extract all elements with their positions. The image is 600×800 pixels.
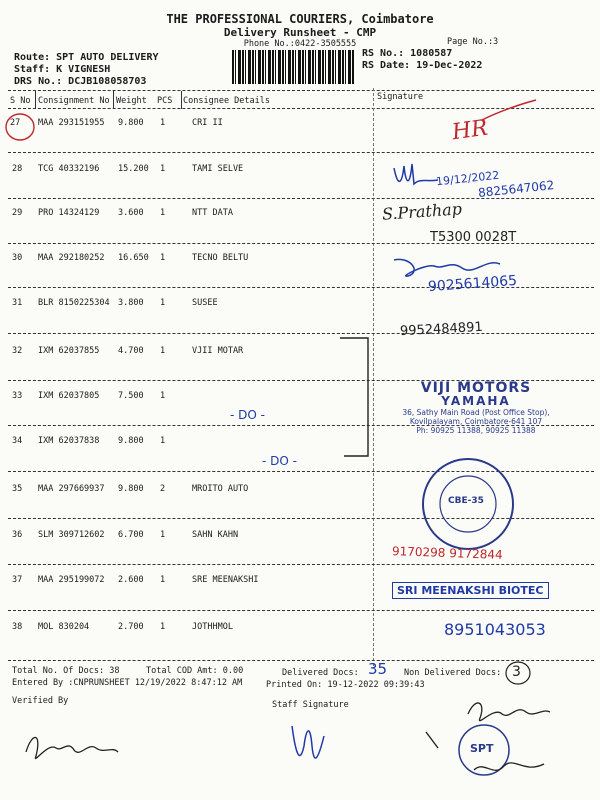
circle-row-27 xyxy=(4,112,38,146)
sig-row-29: S.Prathap xyxy=(381,199,463,224)
cell-consignee: NTT DATA xyxy=(192,208,233,218)
stamp-address-1: 36, Sathy Main Road (Post Office Stop), xyxy=(402,408,550,417)
cell-weight: 4.700 xyxy=(118,346,144,356)
cell-consignee: CRI II xyxy=(192,118,223,128)
cell-pcs: 1 xyxy=(160,575,166,585)
delivered-docs: Delivered Docs: xyxy=(282,668,359,678)
cell-sno: 31 xyxy=(12,298,23,308)
cell-weight: 15.200 xyxy=(118,164,149,174)
cell-pcs: 1 xyxy=(160,118,166,128)
cell-sno: 35 xyxy=(12,484,23,494)
total-cod: Total COD Amt: 0.00 xyxy=(146,666,244,676)
cell-pcs: 1 xyxy=(160,253,166,263)
cell-consignment: SLM 309712602 xyxy=(38,530,105,540)
verified-signature xyxy=(22,722,122,772)
cell-consignment: IXM 62037838 xyxy=(38,436,100,446)
cell-pcs: 2 xyxy=(160,484,166,494)
cell-sno: 30 xyxy=(12,253,23,263)
stamp-phone: Ph: 90925 11388, 90925 11388 xyxy=(416,426,536,435)
cell-consignee: TECNO BELTU xyxy=(192,253,249,263)
circle-non-delivered xyxy=(504,660,534,686)
cell-consignment: MAA 295199072 xyxy=(38,575,105,585)
cell-sno: 29 xyxy=(12,208,23,218)
cell-pcs: 1 xyxy=(160,391,166,401)
barcode xyxy=(232,50,354,84)
total-docs: Total No. Of Docs: 38 xyxy=(12,666,120,676)
cell-consignment: MAA 297669937 xyxy=(38,484,105,494)
cell-weight: 9.800 xyxy=(118,484,144,494)
receiver-signature xyxy=(464,694,554,784)
viji-motors-stamp xyxy=(376,380,576,444)
ditto-row-33: - DO - xyxy=(230,408,265,422)
cell-sno: 27 xyxy=(10,118,21,128)
date-row-28: 19/12/2022 xyxy=(435,168,500,189)
phone-row-36: 9170298 9172844 xyxy=(391,544,503,562)
entered-by: Entered By :CNPRUNSHEET 12/19/2022 8:47:12 AM xyxy=(12,678,243,688)
cell-consignment: IXM 62037805 xyxy=(38,391,100,401)
company-title: THE PROFESSIONAL COURIERS, Coimbatore xyxy=(166,12,434,26)
cell-pcs: 1 xyxy=(160,436,166,446)
id-row-29: T5300 0028T xyxy=(430,230,517,245)
cell-sno: 28 xyxy=(12,164,23,174)
sig-row-27: HR xyxy=(450,115,490,146)
cell-consignment: TCG 40332196 xyxy=(38,164,100,174)
cell-consignment: PRO 14324129 xyxy=(38,208,100,218)
cell-sno: 34 xyxy=(12,436,23,446)
cell-weight: 6.700 xyxy=(118,530,144,540)
staff-signature-label: Staff Signature xyxy=(272,700,349,710)
bracket-rows-32-34 xyxy=(338,336,378,460)
ditto-row-34: - DO - xyxy=(262,454,297,468)
non-delivered-count: 3 xyxy=(512,664,521,680)
cell-weight: 2.700 xyxy=(118,622,144,632)
cell-weight: 9.800 xyxy=(118,118,144,128)
col-signature: Signature xyxy=(377,92,424,102)
staff-label: Staff: K VIGNESH xyxy=(14,64,111,75)
col-pcs: PCS xyxy=(157,96,173,106)
cell-consignee: VJII MOTAR xyxy=(192,346,244,356)
cell-consignment: MAA 292180252 xyxy=(38,253,105,263)
delivered-count: 35 xyxy=(368,660,388,678)
col-consignee: Consignee Details xyxy=(183,96,270,106)
cell-sno: 38 xyxy=(12,622,23,632)
cell-pcs: 1 xyxy=(160,164,166,174)
phone-number: Phone No.:0422-3505555 xyxy=(243,39,357,49)
cell-pcs: 1 xyxy=(160,208,166,218)
cell-sno: 36 xyxy=(12,530,23,540)
cell-weight: 7.500 xyxy=(118,391,144,401)
cell-weight: 2.600 xyxy=(118,575,144,585)
seal-inner-text: CBE-35 xyxy=(448,496,484,506)
cell-consignment: MAA 293151955 xyxy=(38,118,105,128)
route-label: Route: SPT AUTO DELIVERY xyxy=(14,52,159,63)
cell-pcs: 1 xyxy=(160,346,166,356)
cell-sno: 37 xyxy=(12,575,23,585)
phone-row-38: 8951043053 xyxy=(444,620,546,639)
cell-consignee: SAHN KAHN xyxy=(192,530,239,540)
phone-row-28: 8825647062 xyxy=(477,178,555,200)
verified-by-label: Verified By xyxy=(12,696,69,706)
page-number: Page No.:3 xyxy=(447,37,499,47)
cell-weight: 16.650 xyxy=(118,253,149,263)
cell-weight: 9.800 xyxy=(118,436,144,446)
scribble-row-27 xyxy=(480,98,540,128)
col-weight: Weight xyxy=(116,96,147,106)
cell-consignment: MOL 830204 xyxy=(38,622,90,632)
table-top-rule xyxy=(8,90,594,91)
drs-number: DRS No.: DCJB108058703 xyxy=(14,76,147,87)
rs-number: RS No.: 1080587 xyxy=(362,48,453,59)
cell-sno: 32 xyxy=(12,346,23,356)
col-consignment: Consignment No xyxy=(38,96,110,106)
tick-mark xyxy=(424,728,448,752)
spt-seal-text: SPT xyxy=(470,742,494,755)
stamp-address-2: Kovilpalayam, Coimbatore-641 107 xyxy=(409,417,543,426)
cell-sno: 33 xyxy=(12,391,23,401)
cell-consignment: IXM 62037855 xyxy=(38,346,100,356)
cell-consignee: SRE MEENAKSHI xyxy=(192,575,259,585)
non-delivered-docs: Non Delivered Docs: xyxy=(404,668,502,678)
cell-weight: 3.600 xyxy=(118,208,144,218)
cell-consignment: BLR 8150225304 xyxy=(38,298,110,308)
meenakshi-stamp: SRI MEENAKSHI BIOTEC xyxy=(392,582,549,599)
cell-pcs: 1 xyxy=(160,622,166,632)
cell-consignee: SUSEE xyxy=(192,298,218,308)
phone-row-31b: 9952484891 xyxy=(399,319,484,340)
cell-consignee: TAMI SELVE xyxy=(192,164,244,174)
phone-row-31a: 9025614065 xyxy=(427,272,518,296)
cell-pcs: 1 xyxy=(160,298,166,308)
staff-signature xyxy=(288,716,328,772)
cell-consignee: MROITO AUTO xyxy=(192,484,249,494)
cell-weight: 3.800 xyxy=(118,298,144,308)
col-sno: S No xyxy=(10,96,31,106)
stamp-name: VIJI MOTORS xyxy=(420,380,532,396)
sheet-title: Delivery Runsheet - CMP xyxy=(223,26,377,39)
rs-date: RS Date: 19-Dec-2022 xyxy=(362,60,483,71)
cell-consignee: JOTHHMOL xyxy=(192,622,233,632)
printed-on: Printed On: 19-12-2022 09:39:43 xyxy=(266,680,425,690)
stamp-brand: YAMAHA xyxy=(441,394,511,408)
cell-pcs: 1 xyxy=(160,530,166,540)
